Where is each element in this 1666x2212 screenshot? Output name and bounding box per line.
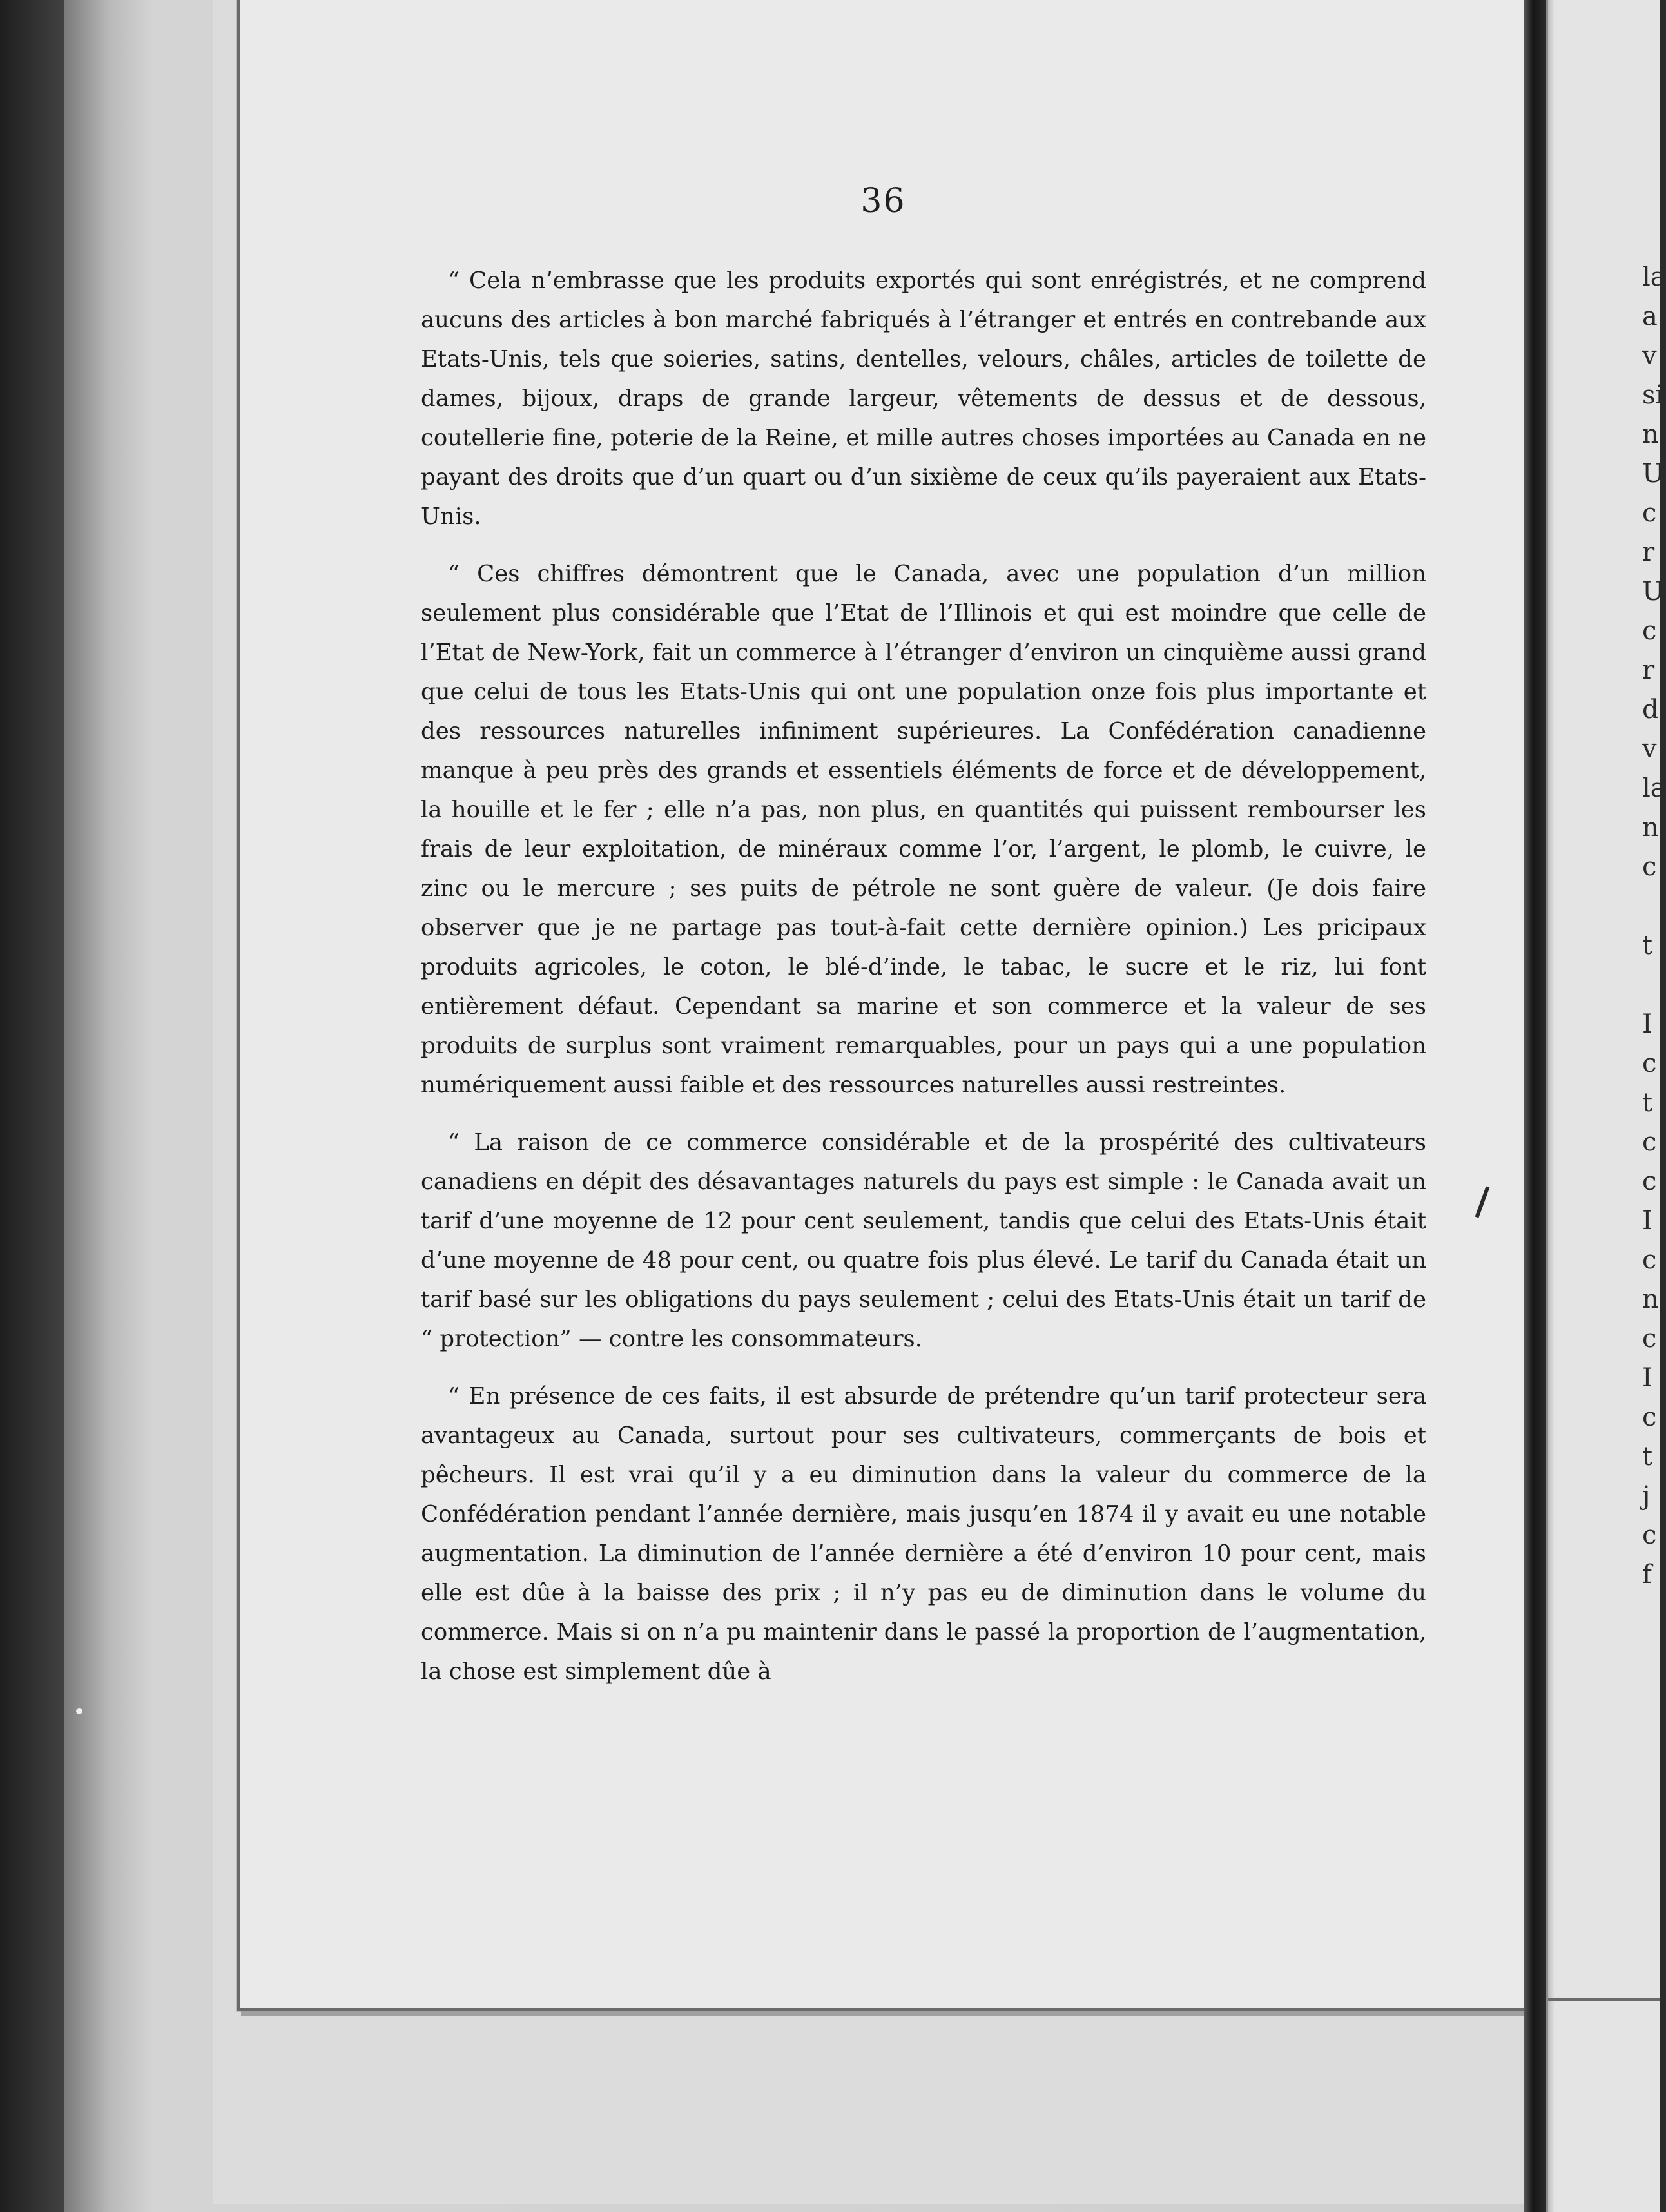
next-page-letter: c xyxy=(1642,498,1657,528)
next-page-letter: n xyxy=(1642,1285,1659,1314)
next-page-letter: U xyxy=(1642,459,1664,489)
next-page-letter: v xyxy=(1642,734,1657,764)
next-page-letter: I xyxy=(1642,1009,1652,1039)
next-page-letter: j xyxy=(1642,1481,1651,1511)
next-page-letter: r xyxy=(1642,655,1655,685)
next-page-letter: si xyxy=(1642,380,1664,410)
paragraph-2: “ Ces chiffres démontrent que le Canada, avec une population d’un million seulement plus considérable que l’Etat de l’Illinois et qui est moindre que celle de l’Etat de New-York, fait un commerce à l’étranger d’environ un cinquième aussi grand que celui de tous les Etats-Unis qui ont une population onze fois plus importante et des ressources naturelles infiniment supérieures. La Confédération canadienne manque à peu près des grands et essentiels éléments de force et de développement, la houille et le fer ; elle n’a pas, non plus, en quantités qui puissent rembourser les frais de leur exploitation, de minéraux comme l’or, l’argent, le plomb, le cuivre, le zinc ou le mercure ; ses puits de pétrole ne sont guère de valeur. (Je dois faire observer que je ne partage pas tout-à-fait cette dernière opinion.) Les pricipaux produits agricoles, le coton, le blé-d’inde, le tabac, le sucre et le riz, lui font entièrement défaut. Cependant sa marine et son commerce et la valeur de ses produits de surplus sont vraiment remarquables, pour un pays qui a une population numériquement aussi faible et des ressources naturelles aussi restreintes. xyxy=(421,561,1426,1098)
next-page-letter: t xyxy=(1642,1088,1653,1118)
next-page-letter: c xyxy=(1642,1245,1657,1275)
page-number: 36 xyxy=(860,182,906,220)
body-text xyxy=(421,261,1426,1709)
next-page-letter: c xyxy=(1642,1127,1657,1157)
next-page-letter: c xyxy=(1642,1049,1657,1078)
document-page xyxy=(237,0,1529,2011)
next-page-fold xyxy=(1548,0,1555,2212)
book-gutter xyxy=(1524,0,1546,2212)
next-page-letter xyxy=(1642,887,1658,926)
next-page-letters xyxy=(1642,258,1666,1595)
next-page-letter xyxy=(1642,965,1658,1005)
next-page-letter: n xyxy=(1642,813,1659,842)
next-page-letter: t xyxy=(1642,1442,1653,1471)
next-page-letter: f xyxy=(1642,1560,1652,1589)
next-page-letter: t xyxy=(1642,931,1653,960)
next-page-letter: I xyxy=(1642,1206,1652,1236)
next-page-letter: c xyxy=(1642,616,1657,646)
next-page-letter: a xyxy=(1642,302,1658,331)
next-page-letter: v xyxy=(1642,341,1657,371)
next-page-letter: c xyxy=(1642,852,1657,882)
next-page-bottom-rule xyxy=(1548,1998,1660,2001)
next-page-letter: c xyxy=(1642,1167,1657,1196)
next-page-letter: la xyxy=(1642,773,1666,803)
next-page-letter: c xyxy=(1642,1324,1657,1353)
next-page-letter: n xyxy=(1642,420,1659,449)
next-page-letter: la xyxy=(1642,262,1666,292)
paragraph-1: “ Cela n’embrasse que les produits exportés qui sont enrégistrés, et ne comprend aucuns des articles à bon marché fabriqués à l’étranger et entrés en contrebande aux Etats-Unis, tels que soieries, satins, dentelles, velours, châles, articles de toilette de dames, bijoux, draps de grande largeur, vêtements de dessus et de dessous, coutellerie fine, poterie de la Reine, et mille autres choses importées au Canada en ne payant des droits que d’un quart ou d’un sixième de ceux qu’ils payeraient aux Etats-Unis. xyxy=(421,267,1426,530)
next-page-letter: I xyxy=(1642,1363,1652,1393)
next-page-letter: U xyxy=(1642,577,1664,606)
paragraph-4: “ En présence de ces faits, il est absurde de prétendre qu’un tarif protecteur sera avantageux au Canada, surtout pour ses cultivateurs, commerçants de bois et pêcheurs. Il est vrai qu’il y a eu diminution dans la valeur du commerce de la Confédération pendant l’année dernière, mais jusqu’en 1874 il y avait eu une notable augmentation. La diminution de l’année dernière a été d’environ 10 pour cent, mais elle est dûe à la baisse des prix ; il n’y pas eu de diminution dans le volume du commerce. Mais si on n’a pu maintenir dans le passé la proportion de l’augmentation, la chose est simplement dûe à xyxy=(421,1383,1426,1685)
next-page-letter: r xyxy=(1642,538,1655,567)
scan-dot xyxy=(76,1708,82,1714)
next-page-letter: c xyxy=(1642,1520,1657,1550)
next-page-letter: d xyxy=(1642,695,1659,724)
paragraph-3: “ La raison de ce commerce considérable et de la prospérité des cultivateurs canadiens en dépit des désavantages naturels du pays est simple : le Canada avait un tarif d’une moyenne de 12 pour cent seulement, tandis que celui des Etats-Unis était d’une moyenne de 48 pour cent, ou quatre fois plus élevé. Le tarif du Canada était un tarif basé sur les obligations du pays seulement ; celui des Etats-Unis était un tarif de “ protection” — contre les consommateurs. xyxy=(421,1129,1426,1352)
next-page-letter: c xyxy=(1642,1402,1657,1432)
